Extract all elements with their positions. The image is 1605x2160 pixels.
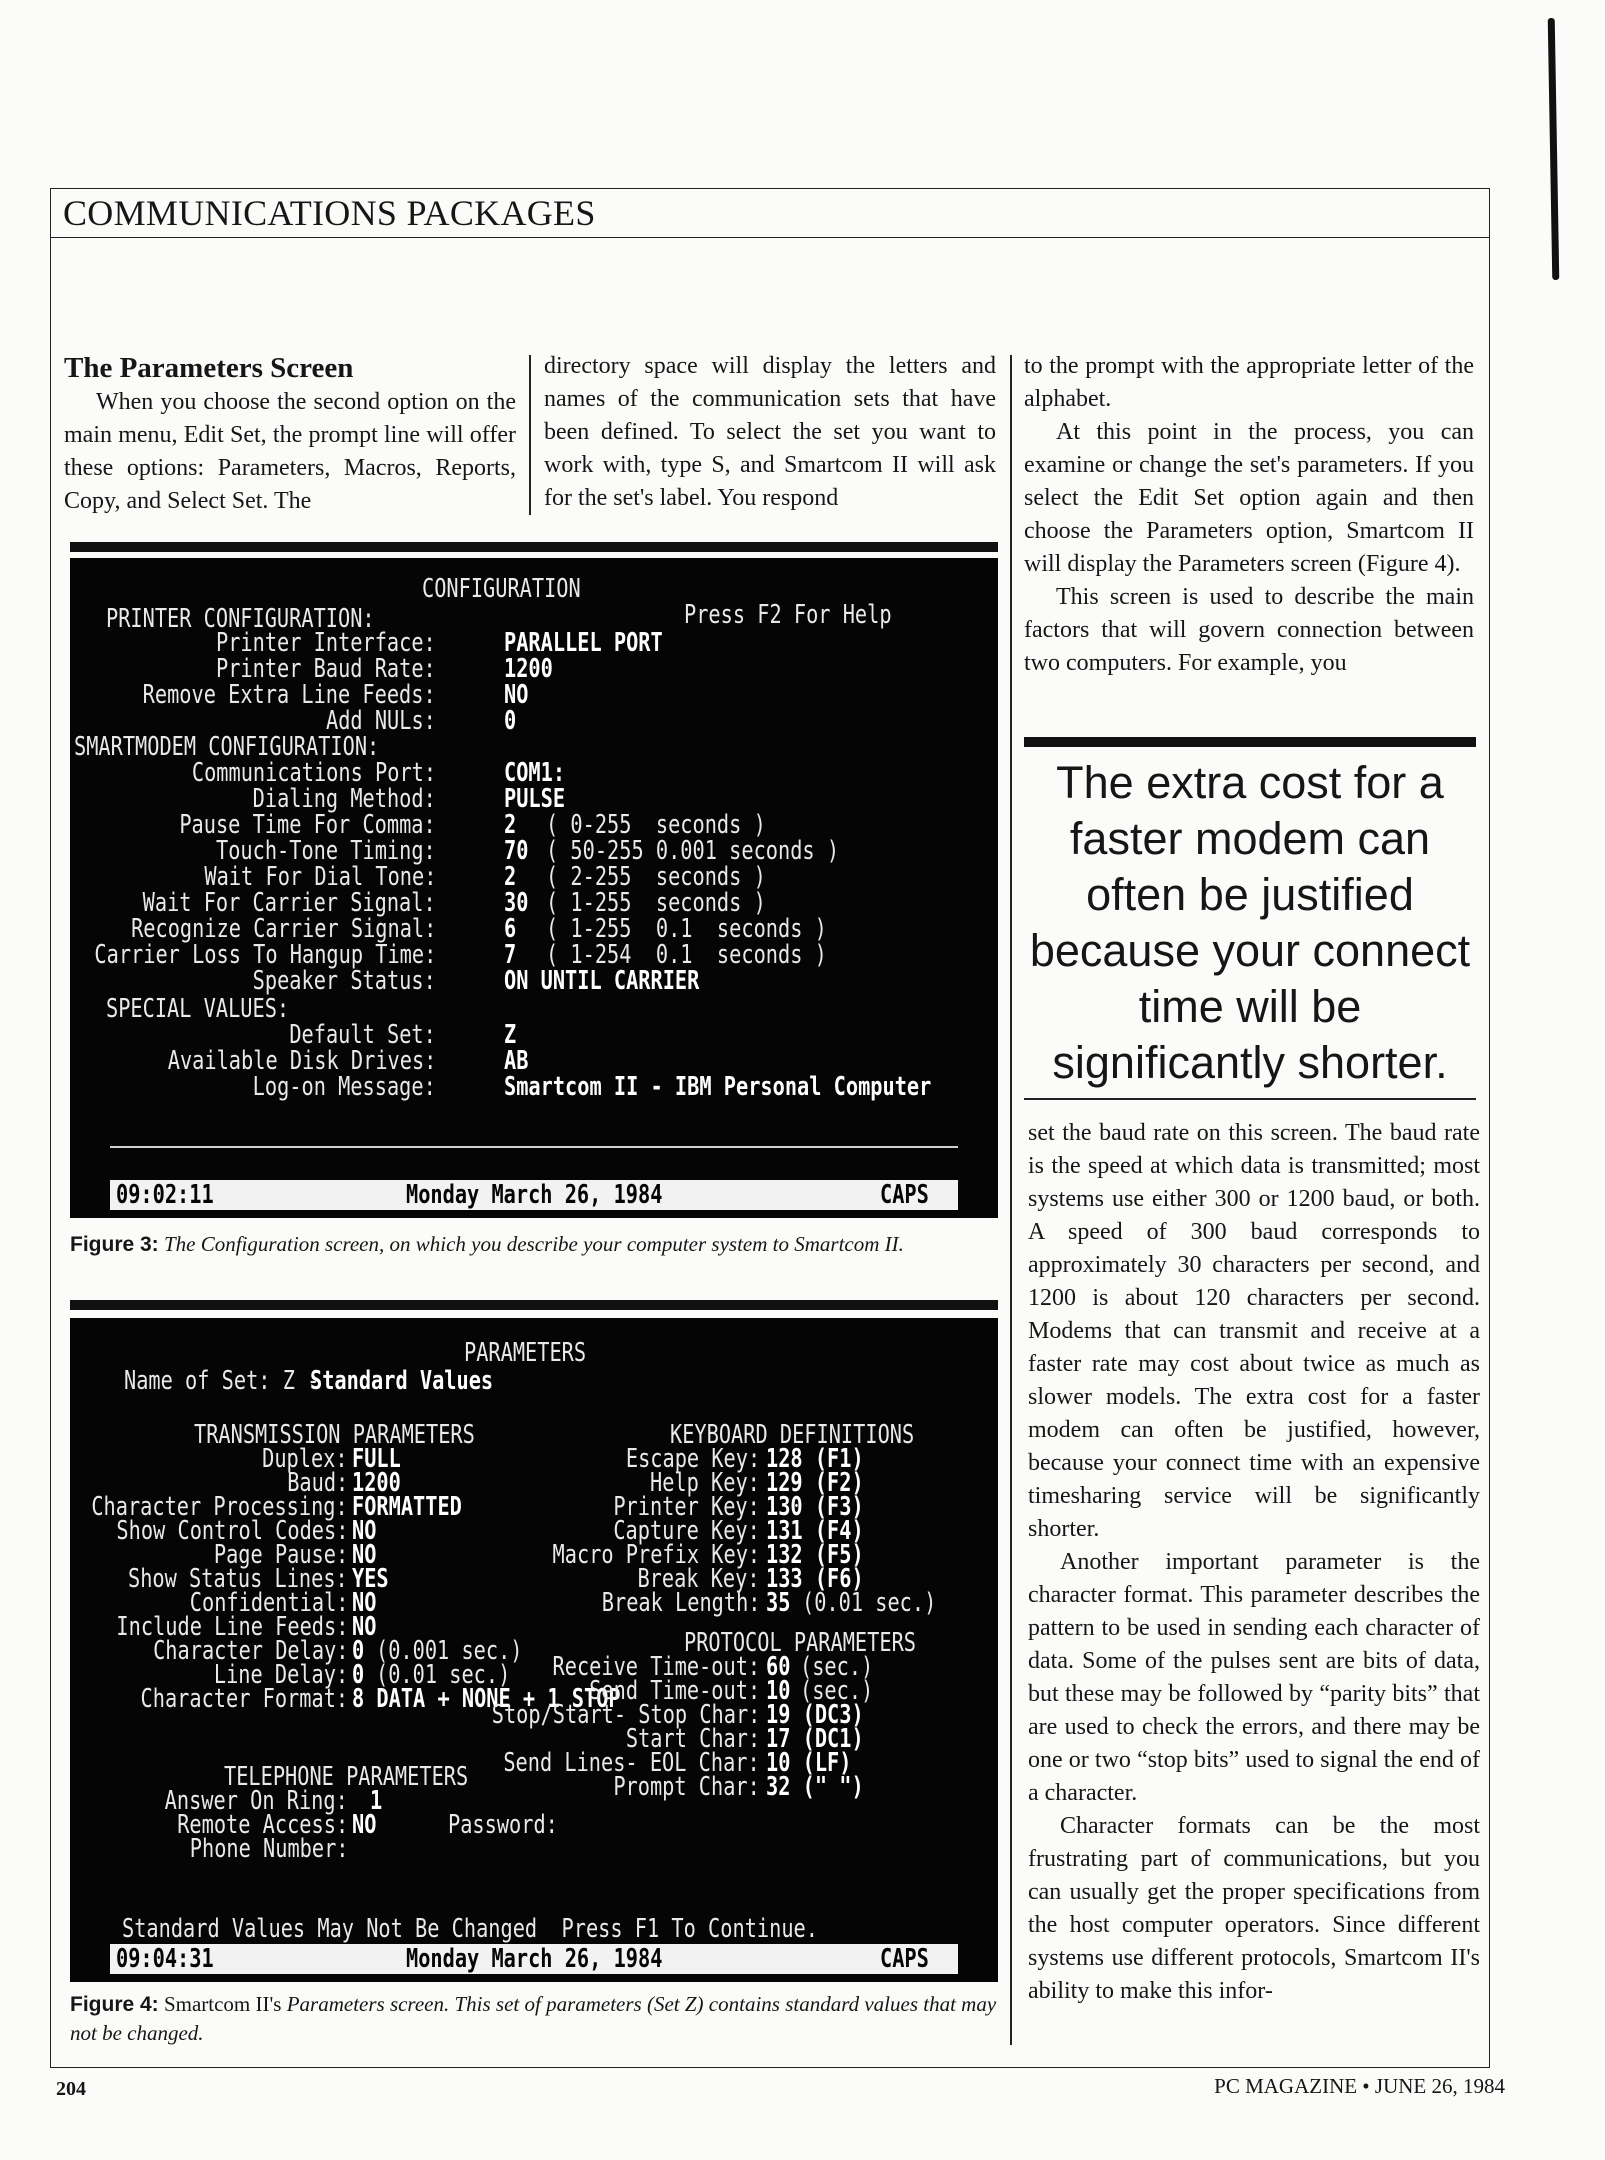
printer-value: 1200 <box>504 654 553 684</box>
caption-text: The Configuration screen, on which you describe your computer system to Smartcom II. <box>163 1232 904 1256</box>
caption-label: Figure 3: <box>70 1233 159 1256</box>
configuration-screen <box>70 558 998 1218</box>
status-time: 09:04:31 <box>116 1944 214 1974</box>
transmission-value: NO <box>352 1588 377 1618</box>
status-date: Monday March 26, 1984 <box>406 1944 663 1974</box>
printer-config-heading: PRINTER CONFIGURATION: <box>106 604 375 634</box>
article-paragraph: At this point in the process, you can examine or change the set's parameters. If you select the Edit Set option again and then choose the Parameters option, Smartcom II will display the Parameters screen (Figure 4). <box>1024 419 1474 577</box>
modem-value: COM1: <box>504 758 566 788</box>
caption-label: Figure 4: <box>70 1993 159 2016</box>
modem-label: Speaker Status: <box>252 966 436 996</box>
pullquote-top-rule <box>1024 737 1476 747</box>
keyboard-unit: (0.01 sec.) <box>802 1588 937 1618</box>
special-value: Smartcom II - IBM Personal Computer <box>504 1072 932 1102</box>
protocol-value: 60 <box>766 1652 791 1682</box>
status-caps: CAPS <box>880 1944 929 1974</box>
article-paragraph: to the prompt with the appropriate letter of the alphabet. <box>1024 353 1474 412</box>
protocol-value: 10 <box>766 1676 791 1706</box>
article-paragraph: This screen is used to describe the main factors that will govern connection between two computers. For example, you <box>1024 584 1474 676</box>
article-column-2 <box>544 350 996 515</box>
special-label: Default Set: <box>289 1020 436 1050</box>
telephone-label: Phone Number: <box>189 1834 348 1864</box>
transmission-value: NO <box>352 1612 377 1642</box>
keyboard-value: 129 (F2) <box>766 1468 864 1498</box>
protocol-label: Stop/Start- Stop Char: <box>491 1700 760 1730</box>
caption-prefix: Smartcom II's <box>163 1992 282 2016</box>
protocol-value: 10 (LF) <box>766 1748 852 1778</box>
transmission-label: Duplex: <box>262 1444 348 1474</box>
password-label: Password: <box>448 1810 558 1840</box>
telephone-value: 1 <box>370 1786 383 1816</box>
transmission-label: Confidential: <box>189 1588 348 1618</box>
modem-label: Pause Time For Comma: <box>179 810 436 840</box>
status-bar <box>110 1180 958 1210</box>
article-paragraph: directory space will display the letters and names of the communication sets that have been defined. To select the set you want to work with, type S, and Smartcom II will ask for the set's label. You respond <box>544 353 996 511</box>
modem-range: ( 50-255 0.001 seconds ) <box>546 836 840 866</box>
modem-range: ( 1-255 0.1 seconds ) <box>546 914 827 944</box>
keyboard-label: Break Length: <box>601 1588 760 1618</box>
transmission-value: 8 DATA + NONE + 1 STOP <box>352 1684 621 1714</box>
figure4-top-rule <box>70 1300 998 1310</box>
modem-label: Communications Port: <box>191 758 436 788</box>
protocol-value: 19 (DC3) <box>766 1700 864 1730</box>
transmission-value: 1200 <box>352 1468 401 1498</box>
transmission-value: NO <box>352 1540 377 1570</box>
protocol-label: Prompt Char: <box>613 1772 760 1802</box>
article-column-3-top <box>1024 350 1474 680</box>
article-paragraph: Another important parameter is the character format. This parameter describes the pattern to be used in sending each character of data. Some of the pulses sent are bits of data, but these may be followed by “parity bits” that are used to check the errors, and there may be one or two “stop bits” used to signal the end of a character. <box>1028 1549 1480 1806</box>
article-paragraph: When you choose the second option on the main menu, Edit Set, the prompt line will offer these options: Parameters, Macros, Reports, Copy, and Select Set. The <box>64 389 516 514</box>
scan-edge-mark <box>1548 18 1560 280</box>
article-column-1 <box>64 350 516 518</box>
transmission-heading: TRANSMISSION PARAMETERS <box>194 1420 475 1450</box>
modem-value: 2 <box>504 810 517 840</box>
protocol-value: 32 (" ") <box>766 1772 864 1802</box>
keyboard-label: Break Key: <box>637 1564 760 1594</box>
telephone-label: Answer On Ring: <box>164 1786 348 1816</box>
keyboard-label: Capture Key: <box>613 1516 760 1546</box>
transmission-label: Page Pause: <box>213 1540 348 1570</box>
status-date: Monday March 26, 1984 <box>406 1180 663 1210</box>
modem-value: 6 <box>504 914 517 944</box>
modem-range: ( 1-254 0.1 seconds ) <box>546 940 827 970</box>
protocol-label: Send Time-out: <box>589 1676 760 1706</box>
transmission-unit: (0.001 sec.) <box>376 1636 523 1666</box>
special-label: Log-on Message: <box>252 1072 436 1102</box>
protocol-label: Receive Time-out: <box>552 1652 760 1682</box>
figure3-caption <box>70 1230 1000 1259</box>
status-caps: CAPS <box>880 1180 929 1210</box>
parameters-screen <box>70 1318 998 1982</box>
transmission-label: Baud: <box>286 1468 348 1498</box>
telephone-value: NO <box>352 1810 377 1840</box>
transmission-label: Line Delay: <box>213 1660 348 1690</box>
keyboard-value: 35 <box>766 1588 791 1618</box>
special-label: Available Disk Drives: <box>167 1046 436 1076</box>
modem-label: Recognize Carrier Signal: <box>130 914 436 944</box>
column-rule-1 <box>529 355 531 515</box>
keyboard-value: 132 (F5) <box>766 1540 864 1570</box>
printer-label: Printer Baud Rate: <box>216 654 436 684</box>
transmission-value: 0 <box>352 1660 365 1690</box>
page-number: 204 <box>56 2078 86 2100</box>
printer-label: Remove Extra Line Feeds: <box>142 680 436 710</box>
pull-quote: The extra cost for a faster modem can often be justified because your connect time will be significantly shorter. <box>1029 757 1471 1088</box>
modem-label: Carrier Loss To Hangup Time: <box>94 940 436 970</box>
keyboard-heading: KEYBOARD DEFINITIONS <box>670 1420 915 1450</box>
transmission-label: Character Format: <box>140 1684 348 1714</box>
transmission-label: Show Status Lines: <box>128 1564 348 1594</box>
set-name-label: Name of Set: Z - <box>124 1366 332 1396</box>
protocol-unit: (sec.) <box>800 1676 874 1706</box>
telephone-heading: TELEPHONE PARAMETERS <box>224 1762 469 1792</box>
transmission-label: Include Line Feeds: <box>116 1612 348 1642</box>
keyboard-label: Escape Key: <box>625 1444 760 1474</box>
transmission-value: NO <box>352 1516 377 1546</box>
protocol-unit: (sec.) <box>800 1652 874 1682</box>
article-heading: The Parameters Screen <box>64 352 354 384</box>
caption-text: Parameters screen. This set of parameters (Set Z) contains standard values that may not be changed. <box>70 1992 997 2045</box>
modem-range: ( 2-255 seconds ) <box>546 862 766 892</box>
protocol-value: 17 (DC1) <box>766 1724 864 1754</box>
printer-value: PARALLEL PORT <box>504 628 663 658</box>
keyboard-value: 128 (F1) <box>766 1444 864 1474</box>
printer-label: Printer Interface: <box>216 628 436 658</box>
modem-value: PULSE <box>504 784 566 814</box>
modem-range: ( 0-255 seconds ) <box>546 810 766 840</box>
transmission-value: FULL <box>352 1444 401 1474</box>
screen-title: PARAMETERS <box>464 1338 587 1368</box>
transmission-label: Show Control Codes: <box>116 1516 348 1546</box>
modem-value: 2 <box>504 862 517 892</box>
pullquote-bottom-rule <box>1024 1098 1476 1100</box>
modem-label: Wait For Carrier Signal: <box>142 888 436 918</box>
modem-value: 7 <box>504 940 517 970</box>
column-rule-2 <box>1010 355 1012 2045</box>
keyboard-label: Help Key: <box>650 1468 760 1498</box>
keyboard-value: 133 (F6) <box>766 1564 864 1594</box>
keyboard-label: Macro Prefix Key: <box>552 1540 760 1570</box>
special-value: AB <box>504 1046 529 1076</box>
printer-value: 0 <box>504 706 517 736</box>
status-time: 09:02:11 <box>116 1180 214 1210</box>
article-column-3-bottom <box>1028 1117 1480 2008</box>
screen-divider <box>110 1146 958 1148</box>
printer-label: Add NULs: <box>326 706 436 736</box>
modem-value: ON UNTIL CARRIER <box>504 966 700 996</box>
section-title: COMMUNICATIONS PACKAGES <box>63 193 596 233</box>
protocol-label: Start Char: <box>625 1724 760 1754</box>
set-name-value: Standard Values <box>310 1366 494 1396</box>
transmission-label: Character Processing: <box>91 1492 348 1522</box>
keyboard-value: 130 (F3) <box>766 1492 864 1522</box>
transmission-value: FORMATTED <box>352 1492 462 1522</box>
transmission-value: YES <box>352 1564 389 1594</box>
notice-line: Standard Values May Not Be Changed Press F1 To Continue. <box>122 1914 818 1944</box>
smartmodem-config-heading: SMARTMODEM CONFIGURATION: <box>74 732 380 762</box>
modem-label: Wait For Dial Tone: <box>204 862 436 892</box>
article-paragraph: set the baud rate on this screen. The baud rate is the speed at which data is transmitted; most systems use either 300 or 1200 baud, or both. A speed of 300 baud corresponds to approximately 30 characters per second, and 1200 is about 120 characters per second. Modems that can transmit and receive at a faster rate may cost about twice as much as slower models. The extra cost for a faster modem can often be justified, however, because your connect time with an expensive timesharing service will be significantly shorter. <box>1028 1120 1480 1542</box>
modem-value: 70 <box>504 836 529 866</box>
status-bar <box>110 1944 958 1974</box>
section-header <box>50 188 1490 238</box>
magazine-footer: PC MAGAZINE • JUNE 26, 1984 <box>1214 2074 1505 2098</box>
special-values-heading: SPECIAL VALUES: <box>106 994 290 1024</box>
article-paragraph: Character formats can be the most frustrating part of communications, but you can usually get the proper specifications from the host computer operators. Since different systems use different protocols, Smartcom II's ability to make this infor- <box>1028 1813 1480 2004</box>
telephone-label: Remote Access: <box>177 1810 348 1840</box>
figure3-top-rule <box>70 542 998 552</box>
modem-value: 30 <box>504 888 529 918</box>
transmission-label: Character Delay: <box>152 1636 348 1666</box>
special-value: Z <box>504 1020 517 1050</box>
protocol-label: Send Lines- EOL Char: <box>503 1748 760 1778</box>
keyboard-label: Printer Key: <box>613 1492 760 1522</box>
figure4-caption <box>70 1990 1000 2048</box>
transmission-unit: (0.01 sec.) <box>376 1660 511 1690</box>
printer-value: NO <box>504 680 529 710</box>
modem-label: Touch-Tone Timing: <box>216 836 436 866</box>
modem-range: ( 1-255 seconds ) <box>546 888 766 918</box>
modem-label: Dialing Method: <box>252 784 436 814</box>
help-hint: Press F2 For Help <box>684 600 892 630</box>
keyboard-value: 131 (F4) <box>766 1516 864 1546</box>
screen-title: CONFIGURATION <box>422 574 581 604</box>
transmission-value: 0 <box>352 1636 365 1666</box>
protocol-heading: PROTOCOL PARAMETERS <box>684 1628 916 1658</box>
